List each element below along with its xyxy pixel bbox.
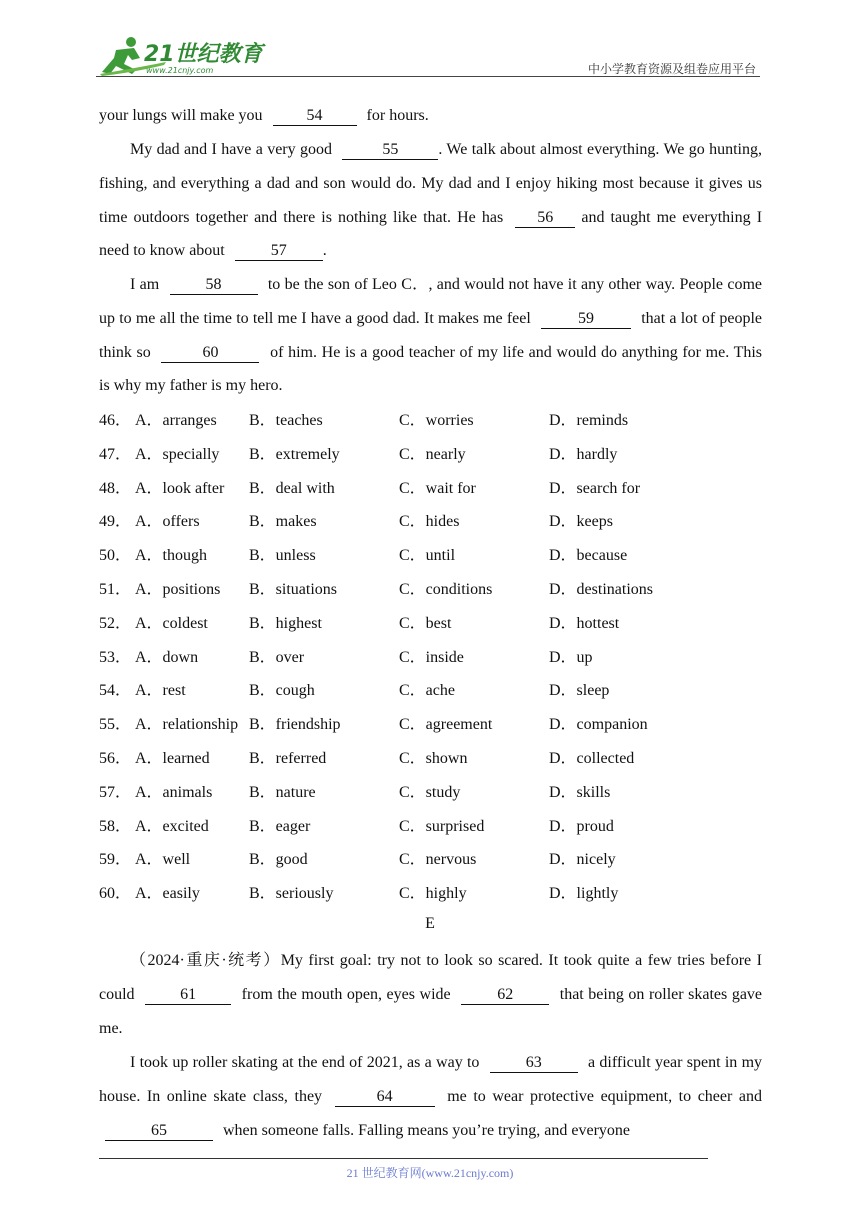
option-b: B．makes bbox=[249, 513, 317, 531]
option-c: C．ache bbox=[399, 682, 455, 700]
option-b: B．friendship bbox=[249, 716, 341, 734]
svg-text:www.21cnjy.com: www.21cnjy.com bbox=[146, 66, 214, 75]
header-divider bbox=[96, 76, 760, 77]
question-row bbox=[99, 674, 762, 708]
option-c: C．nervous bbox=[399, 851, 477, 869]
section-e-paragraph-1 bbox=[99, 944, 762, 1045]
option-d: D．sleep bbox=[549, 682, 610, 700]
text: for hours. bbox=[366, 107, 429, 124]
blank-60: 60 bbox=[161, 344, 259, 363]
question-number: 47． bbox=[99, 445, 132, 463]
option-d: D．destinations bbox=[549, 580, 653, 598]
question-row bbox=[99, 607, 762, 641]
question-number: 60． bbox=[99, 885, 132, 903]
option-c: C．nearly bbox=[399, 445, 466, 463]
text: I am bbox=[130, 276, 160, 293]
text: that being on roller skates gave me. bbox=[99, 985, 763, 1037]
option-d: D．because bbox=[549, 547, 628, 565]
question-row bbox=[99, 539, 762, 573]
option-c: C．highly bbox=[399, 885, 467, 903]
blank-58: 58 bbox=[170, 276, 258, 295]
question-row bbox=[99, 438, 762, 472]
option-a: A．down bbox=[135, 648, 199, 666]
option-b: B．situations bbox=[249, 580, 338, 598]
text: . bbox=[322, 242, 327, 260]
option-d: D．skills bbox=[549, 783, 611, 801]
question-row bbox=[99, 776, 762, 810]
question-number: 50． bbox=[99, 547, 132, 565]
option-b: B．highest bbox=[249, 614, 322, 632]
option-c: C．wait for bbox=[399, 479, 476, 497]
option-c: C．surprised bbox=[399, 817, 485, 835]
text: when someone falls. Falling means you’re trying, and everyone bbox=[223, 1121, 630, 1139]
option-a: A．relationship bbox=[135, 716, 239, 734]
option-a: A．offers bbox=[135, 513, 200, 531]
question-number: 55． bbox=[99, 716, 132, 734]
question-row bbox=[99, 843, 762, 877]
question-number: 58． bbox=[99, 817, 132, 835]
option-d: D．search for bbox=[549, 479, 641, 497]
option-c: C．hides bbox=[399, 513, 460, 531]
option-b: B．deal with bbox=[249, 479, 335, 497]
question-row bbox=[99, 472, 762, 506]
option-a: A．positions bbox=[135, 580, 221, 598]
blank-63: 63 bbox=[490, 1054, 578, 1073]
blank-61: 61 bbox=[145, 986, 231, 1005]
question-number: 56． bbox=[99, 749, 132, 767]
option-d: D．reminds bbox=[549, 412, 629, 429]
option-d: D．nicely bbox=[549, 851, 616, 869]
logo-21cnjy bbox=[96, 34, 296, 76]
option-b: B．cough bbox=[249, 682, 315, 700]
text: of him. He is a good teacher of my life and would do anything for me. This is why my father is my hero. bbox=[99, 343, 763, 395]
footer-divider bbox=[99, 1158, 708, 1159]
text: to be the son of Leo C．, and would not have it any other way. People come up to me all the time to tell me I have a good dad. It makes me feel bbox=[99, 276, 762, 327]
option-a: A．excited bbox=[135, 817, 209, 835]
option-a: A．coldest bbox=[135, 614, 208, 632]
question-row bbox=[99, 404, 762, 438]
section-label: E bbox=[425, 915, 435, 932]
question-row bbox=[99, 742, 762, 776]
question-row bbox=[99, 641, 762, 675]
option-c: C．conditions bbox=[399, 580, 493, 598]
question-number: 53． bbox=[99, 648, 132, 666]
text: a difficult year spent in my house. In online skate class, they bbox=[99, 1054, 763, 1105]
option-b: B．unless bbox=[249, 547, 316, 565]
question-number: 54． bbox=[99, 682, 132, 700]
text: that a lot of people think so bbox=[99, 309, 763, 361]
question-row bbox=[99, 573, 762, 607]
option-c: C．agreement bbox=[399, 716, 493, 734]
option-b: B．eager bbox=[249, 817, 311, 835]
platform-name: 中小学教育资源及组卷应用平台 bbox=[587, 62, 756, 76]
blank-65: 65 bbox=[105, 1122, 213, 1141]
option-d: D．lightly bbox=[549, 885, 619, 903]
option-c: C．shown bbox=[399, 749, 468, 767]
text: . We talk about almost everything. We go hunting, fishing, and everything a dad and son would do. My dad and I enjoy hiking most because it gives us time outdoors together and there is nothing like that. He has bbox=[99, 141, 762, 226]
question-number: 48． bbox=[99, 479, 132, 497]
text: My dad and I have a very good bbox=[130, 141, 332, 158]
passage-paragraph-1 bbox=[99, 99, 762, 133]
text: and taught me everything I need to know about bbox=[99, 208, 763, 260]
option-b: B．teaches bbox=[249, 412, 323, 429]
options-list bbox=[99, 404, 762, 911]
question-number: 46． bbox=[99, 412, 132, 429]
option-c: C．inside bbox=[399, 648, 464, 666]
option-c: C．until bbox=[399, 547, 456, 565]
question-number: 57． bbox=[99, 783, 132, 801]
question-row bbox=[99, 877, 762, 911]
option-a: A．learned bbox=[135, 749, 210, 767]
option-d: D．hardly bbox=[549, 445, 618, 463]
text: your lungs will make you bbox=[99, 107, 263, 124]
option-a: A．rest bbox=[135, 682, 186, 700]
option-d: D．proud bbox=[549, 817, 614, 835]
question-number: 49． bbox=[99, 513, 132, 531]
option-b: B．seriously bbox=[249, 885, 334, 903]
text: from the mouth open, eyes wide bbox=[241, 985, 451, 1003]
option-b: B．nature bbox=[249, 783, 316, 801]
question-row bbox=[99, 708, 762, 742]
option-b: B．good bbox=[249, 851, 308, 869]
blank-56: 56 bbox=[515, 209, 575, 228]
option-d: D．keeps bbox=[549, 513, 613, 531]
text: me to wear protective equipment, to cheer and bbox=[447, 1087, 763, 1105]
blank-64: 64 bbox=[335, 1088, 435, 1107]
passage-paragraph-3 bbox=[99, 268, 762, 403]
option-a: A．arranges bbox=[135, 412, 217, 429]
question-number: 52． bbox=[99, 614, 132, 632]
option-b: B．over bbox=[249, 648, 305, 666]
blank-55: 55 bbox=[342, 141, 438, 160]
option-a: A．though bbox=[135, 547, 208, 565]
page-header bbox=[96, 34, 760, 78]
option-a: A．specially bbox=[135, 445, 220, 463]
option-b: B．extremely bbox=[249, 445, 340, 463]
option-d: D．companion bbox=[549, 716, 648, 734]
option-d: D．up bbox=[549, 648, 593, 666]
question-number: 59． bbox=[99, 851, 132, 869]
blank-62: 62 bbox=[461, 986, 549, 1005]
question-row bbox=[99, 505, 762, 539]
passage-paragraph-2 bbox=[99, 133, 762, 268]
blank-57: 57 bbox=[235, 242, 323, 261]
option-a: A．look after bbox=[135, 479, 225, 497]
option-a: A．well bbox=[135, 851, 191, 869]
option-c: C．study bbox=[399, 783, 461, 801]
question-row bbox=[99, 810, 762, 844]
source-tag: （2024·重庆·统考） bbox=[130, 952, 281, 969]
footer-link[interactable]: 21 世纪教育网(www.21cnjy.com) bbox=[346, 1166, 514, 1180]
blank-54: 54 bbox=[273, 107, 357, 126]
blank-59: 59 bbox=[541, 310, 631, 329]
text: I took up roller skating at the end of 2021, as a way to bbox=[130, 1054, 480, 1071]
option-c: C．worries bbox=[399, 412, 474, 429]
option-a: A．animals bbox=[135, 783, 213, 801]
option-d: D．collected bbox=[549, 749, 635, 767]
option-c: C．best bbox=[399, 614, 452, 632]
svg-text:21世纪教育: 21世纪教育 bbox=[144, 42, 263, 67]
question-number: 51． bbox=[99, 580, 132, 598]
text: My first goal: try not to look so scared. It took quite a few tries before I could bbox=[99, 952, 762, 1003]
option-a: A．easily bbox=[135, 885, 200, 903]
section-e-paragraph-2 bbox=[99, 1046, 762, 1147]
option-b: B．referred bbox=[249, 749, 327, 767]
option-d: D．hottest bbox=[549, 614, 620, 632]
